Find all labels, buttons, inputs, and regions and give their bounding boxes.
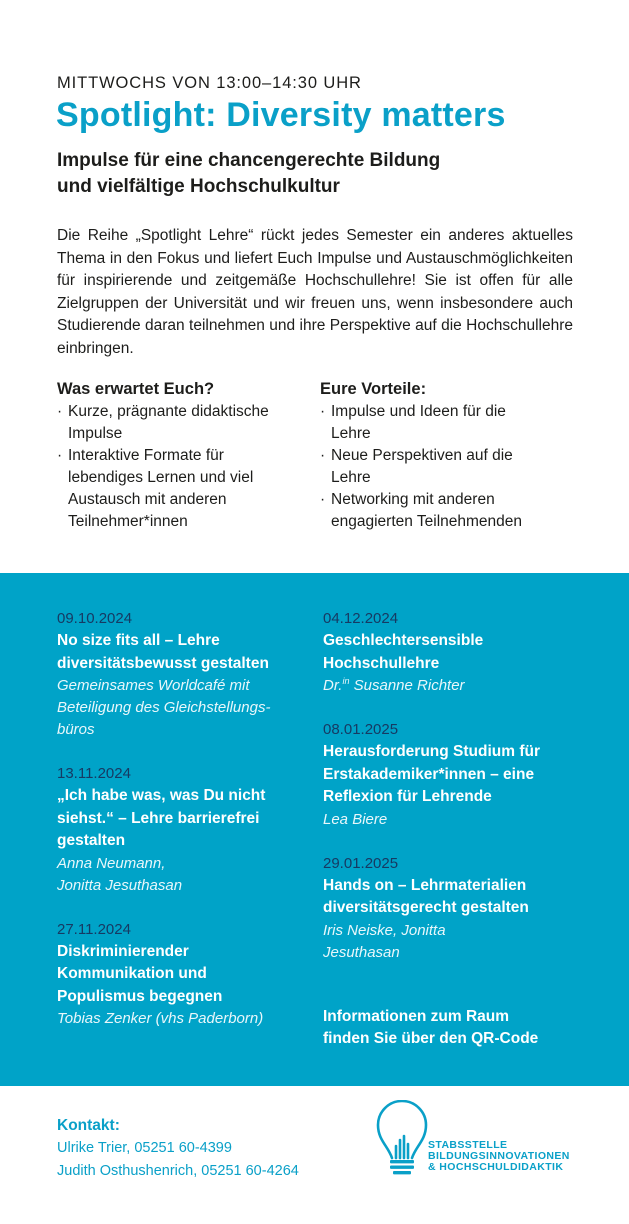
list-item [57,445,258,533]
event-date: 27.11.2024 [57,920,131,938]
bullet-icon: · [320,491,326,508]
event-item [57,608,302,741]
subtitle [57,148,440,200]
logo-line-1: STABSSTELLE [428,1139,508,1151]
event-speaker: Lea Biere [323,810,388,828]
room-info [323,1006,588,1051]
event-date: 13.11.2024 [57,765,131,782]
event-date: 29.01.2025 [323,854,399,872]
event-item [57,763,297,897]
event-item [323,853,573,964]
bullet-icon: · [57,403,63,420]
contact-heading: Kontakt: [57,1117,120,1134]
speaker-name: Susanne Richter [353,677,465,694]
event-title: Hands on – Lehrmaterialien diversitätsgerecht gestalten [323,876,529,916]
event-title: Diskriminierender Kommunikation und Populismus begegnen [57,942,223,1005]
event-title: „Ich habe was, was Du nicht siehst.“ – Lehre barrierefrei gestalten [57,787,266,849]
event-title: Geschlechtersensible Hochschullehre [323,632,484,672]
event-item [57,919,297,1031]
list-item-text: Kurze, prägnante didaktische Impulse [68,403,269,442]
speaker-title: Dr. [323,677,343,694]
events-column-right [323,608,588,1051]
expectations-heading: Was erwartet Euch? [57,380,215,398]
intro-paragraph: Die Reihe „Spotlight Lehre“ rückt jedes Semester ein anderes aktuelles Thema in den Fokus und liefert Euch Impulse und Austauschmöglichkeiten für inspirierende und zeitgemäße Hochschullehre! Sie ist offen für alle Zielgruppen der Universität und wir freuen uns, wenn insbesondere auch Studierende daran teilnehmen und ihre Perspektive auf die Hochschullehre einbringen. [57,227,573,357]
benefits-section [320,378,580,533]
contact-line: Judith Osthushenrich, 05251 60-4264 [57,1162,299,1179]
room-info-line-2: finden Sie über den QR-Code [323,1030,539,1047]
bullet-icon: · [57,447,63,464]
list-item [57,401,318,445]
logo-line-3: & HOCHSCHULDIDAKTIK [428,1161,564,1173]
event-speaker: Iris Neiske, Jonitta Jesuthasan [323,921,446,961]
event-date: 09.10.2024 [57,610,133,627]
logo-line-2: BILDUNGSINNOVATIONEN [428,1150,570,1162]
speaker-title-suffix: in [342,676,350,686]
event-date: 04.12.2024 [323,610,399,627]
benefits-list [320,401,580,533]
list-item-text: Neue Perspektiven auf die Lehre [331,447,513,486]
bullet-icon: · [320,403,326,420]
list-item-text: Networking mit anderen engagierten Teilnehmenden [331,491,523,530]
page-title: Spotlight: Diversity matters [56,96,506,134]
event-speaker: Tobias Zenker (vhs Paderborn) [57,1010,264,1027]
bullet-icon: · [320,447,326,464]
event-item [323,608,563,697]
expectations-section [57,378,317,533]
contact-line: Ulrike Trier, 05251 60-4399 [57,1140,232,1156]
list-item-text: Interaktive Formate für lebendiges Lernen und viel Austausch mit anderen Teilnehmer*innen [68,447,254,530]
list-item-text: Impulse und Ideen für die Lehre [331,403,506,442]
time-label: MITTWOCHS VON 13:00–14:30 UHR [57,74,362,92]
event-date: 08.01.2025 [323,721,399,738]
subtitle-line-1: Impulse für eine chancengerechte Bildung [57,150,441,171]
lightbulb-icon [374,1100,430,1180]
event-item [323,719,573,831]
list-item [320,401,516,445]
benefits-heading: Eure Vorteile: [320,380,427,398]
room-info-line-1: Informationen zum Raum [323,1007,510,1025]
list-item [320,489,571,533]
event-speaker [323,675,563,697]
subtitle-line-2: und vielfältige Hochschulkultur [57,176,340,197]
event-speaker: Anna Neumann, Jonitta Jesuthasan [57,854,183,894]
logo-text [428,1140,570,1173]
event-title: No size fits all – Lehre diversitätsbewusst gestalten [57,632,269,672]
event-speaker: Gemeinsames Worldcafé mit Beteiligung des Gleichstellungsbüros [57,677,271,738]
events-band [0,573,629,1086]
event-title: Herausforderung Studium für Erstakademiker*innen – eine Reflexion für Lehrende [323,743,541,805]
expectations-list [57,401,317,533]
events-column-left [57,608,322,1052]
list-item [320,445,526,489]
contact-section [57,1115,299,1182]
